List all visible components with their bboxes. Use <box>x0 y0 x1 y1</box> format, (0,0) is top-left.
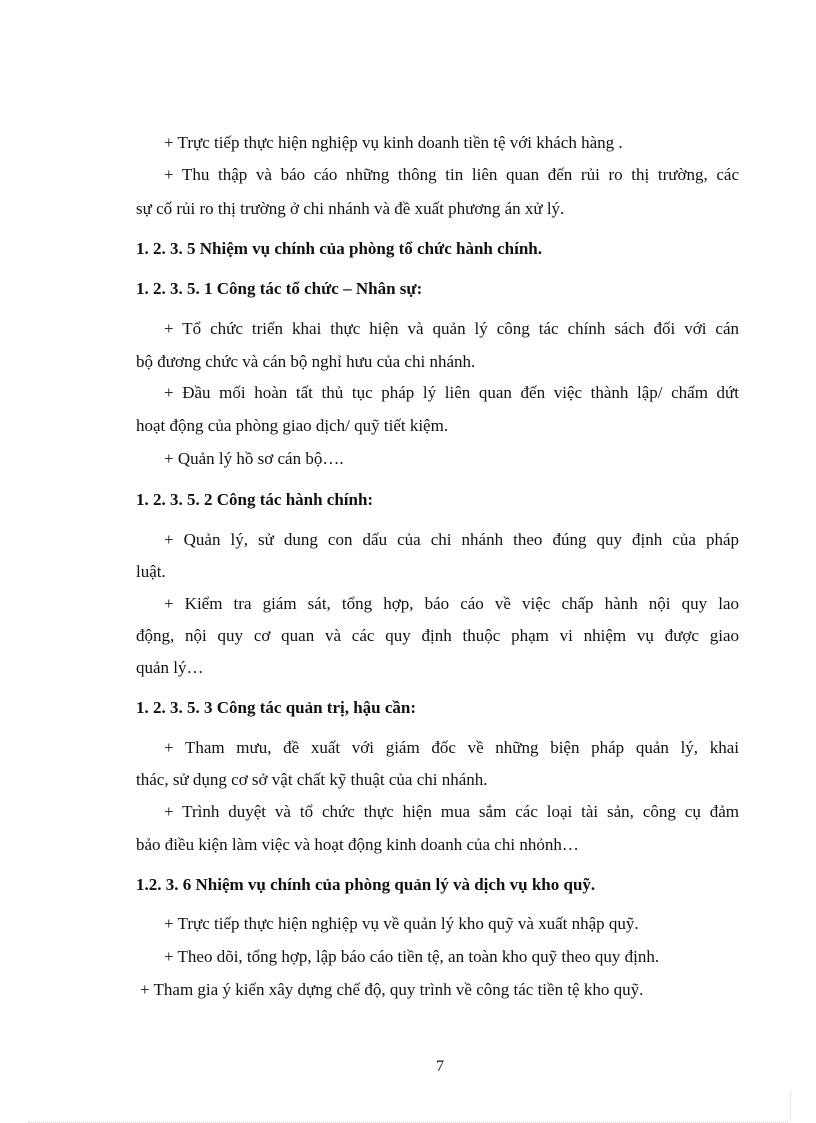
section-heading: 1. 2. 3. 5 Nhiệm vụ chính của phòng tổ chức hành chính. <box>136 239 543 258</box>
subsection-heading: 1. 2. 3. 5. 1 Công tác tổ chức – Nhân sự: <box>136 279 423 298</box>
paragraph-line: + Trực tiếp thực hiện nghiệp vụ kinh doanh tiền tệ với khách hàng . <box>164 133 623 152</box>
paragraph-line: quản lý… <box>136 658 204 677</box>
subsection-heading: 1. 2. 3. 5. 3 Công tác quản trị, hậu cần: <box>136 698 417 717</box>
side-rule <box>790 1092 791 1122</box>
subsection-heading: 1. 2. 3. 5. 2 Công tác hành chính: <box>136 490 374 509</box>
paragraph-line: + Trực tiếp thực hiện nghiệp vụ về quản lý kho quỹ và xuất nhập quỹ. <box>164 914 639 933</box>
page-number: 7 <box>436 1058 444 1075</box>
paragraph-line: + Kiểm tra giám sát, tổng hợp, báo cáo về việc chấp hành nội quy lao <box>164 594 739 613</box>
paragraph-line: + Theo dõi, tổng hợp, lập báo cáo tiền tệ, an toàn kho quỹ theo quy định. <box>164 947 660 966</box>
paragraph-line: + Quản lý, sử dung con dấu của chi nhánh theo đúng quy định của pháp <box>164 530 739 549</box>
paragraph-line: + Tổ chức triển khai thực hiện và quản lý công tác chính sách đối với cán <box>164 319 739 338</box>
paragraph-line: + Tham mưu, đề xuất với giám đốc về những biện pháp quản lý, khai <box>164 738 739 757</box>
paragraph-line: + Trình duyệt và tổ chức thực hiện mua sắm các loại tài sản, công cụ đảm <box>164 802 739 821</box>
paragraph-line: + Tham gia ý kiến xây dựng chế độ, quy trình về công tác tiền tệ kho quỹ. <box>140 980 644 999</box>
paragraph-line: + Quản lý hồ sơ cán bộ…. <box>164 449 344 468</box>
paragraph-line: bộ đương chức và cán bộ nghỉ hưu của chi nhánh. <box>136 352 476 371</box>
paragraph-line: hoạt động của phòng giao dịch/ quỹ tiết kiệm. <box>136 416 449 435</box>
paragraph-line: thác, sử dụng cơ sở vật chất kỹ thuật của chi nhánh. <box>136 770 488 789</box>
paragraph-line: động, nội quy cơ quan và các quy định thuộc phạm vi nhiệm vụ được giao <box>136 626 739 645</box>
paragraph-line: sự cố rủi ro thị trường ở chi nhánh và đề xuất phương án xử lý. <box>136 199 565 218</box>
paragraph-line: + Đầu mối hoàn tất thủ tục pháp lý liên quan đến việc thành lập/ chấm dứt <box>164 383 739 402</box>
paragraph-line: bảo điều kiện làm việc và hoạt động kinh doanh của chi nhỏnh… <box>136 835 579 854</box>
paragraph-line: luật. <box>136 562 166 581</box>
section-heading: 1.2. 3. 6 Nhiệm vụ chính của phòng quản lý và dịch vụ kho quỹ. <box>136 875 596 894</box>
paragraph-line: + Thu thập và báo cáo những thông tin liên quan đến rủi ro thị trường, các <box>164 165 739 184</box>
